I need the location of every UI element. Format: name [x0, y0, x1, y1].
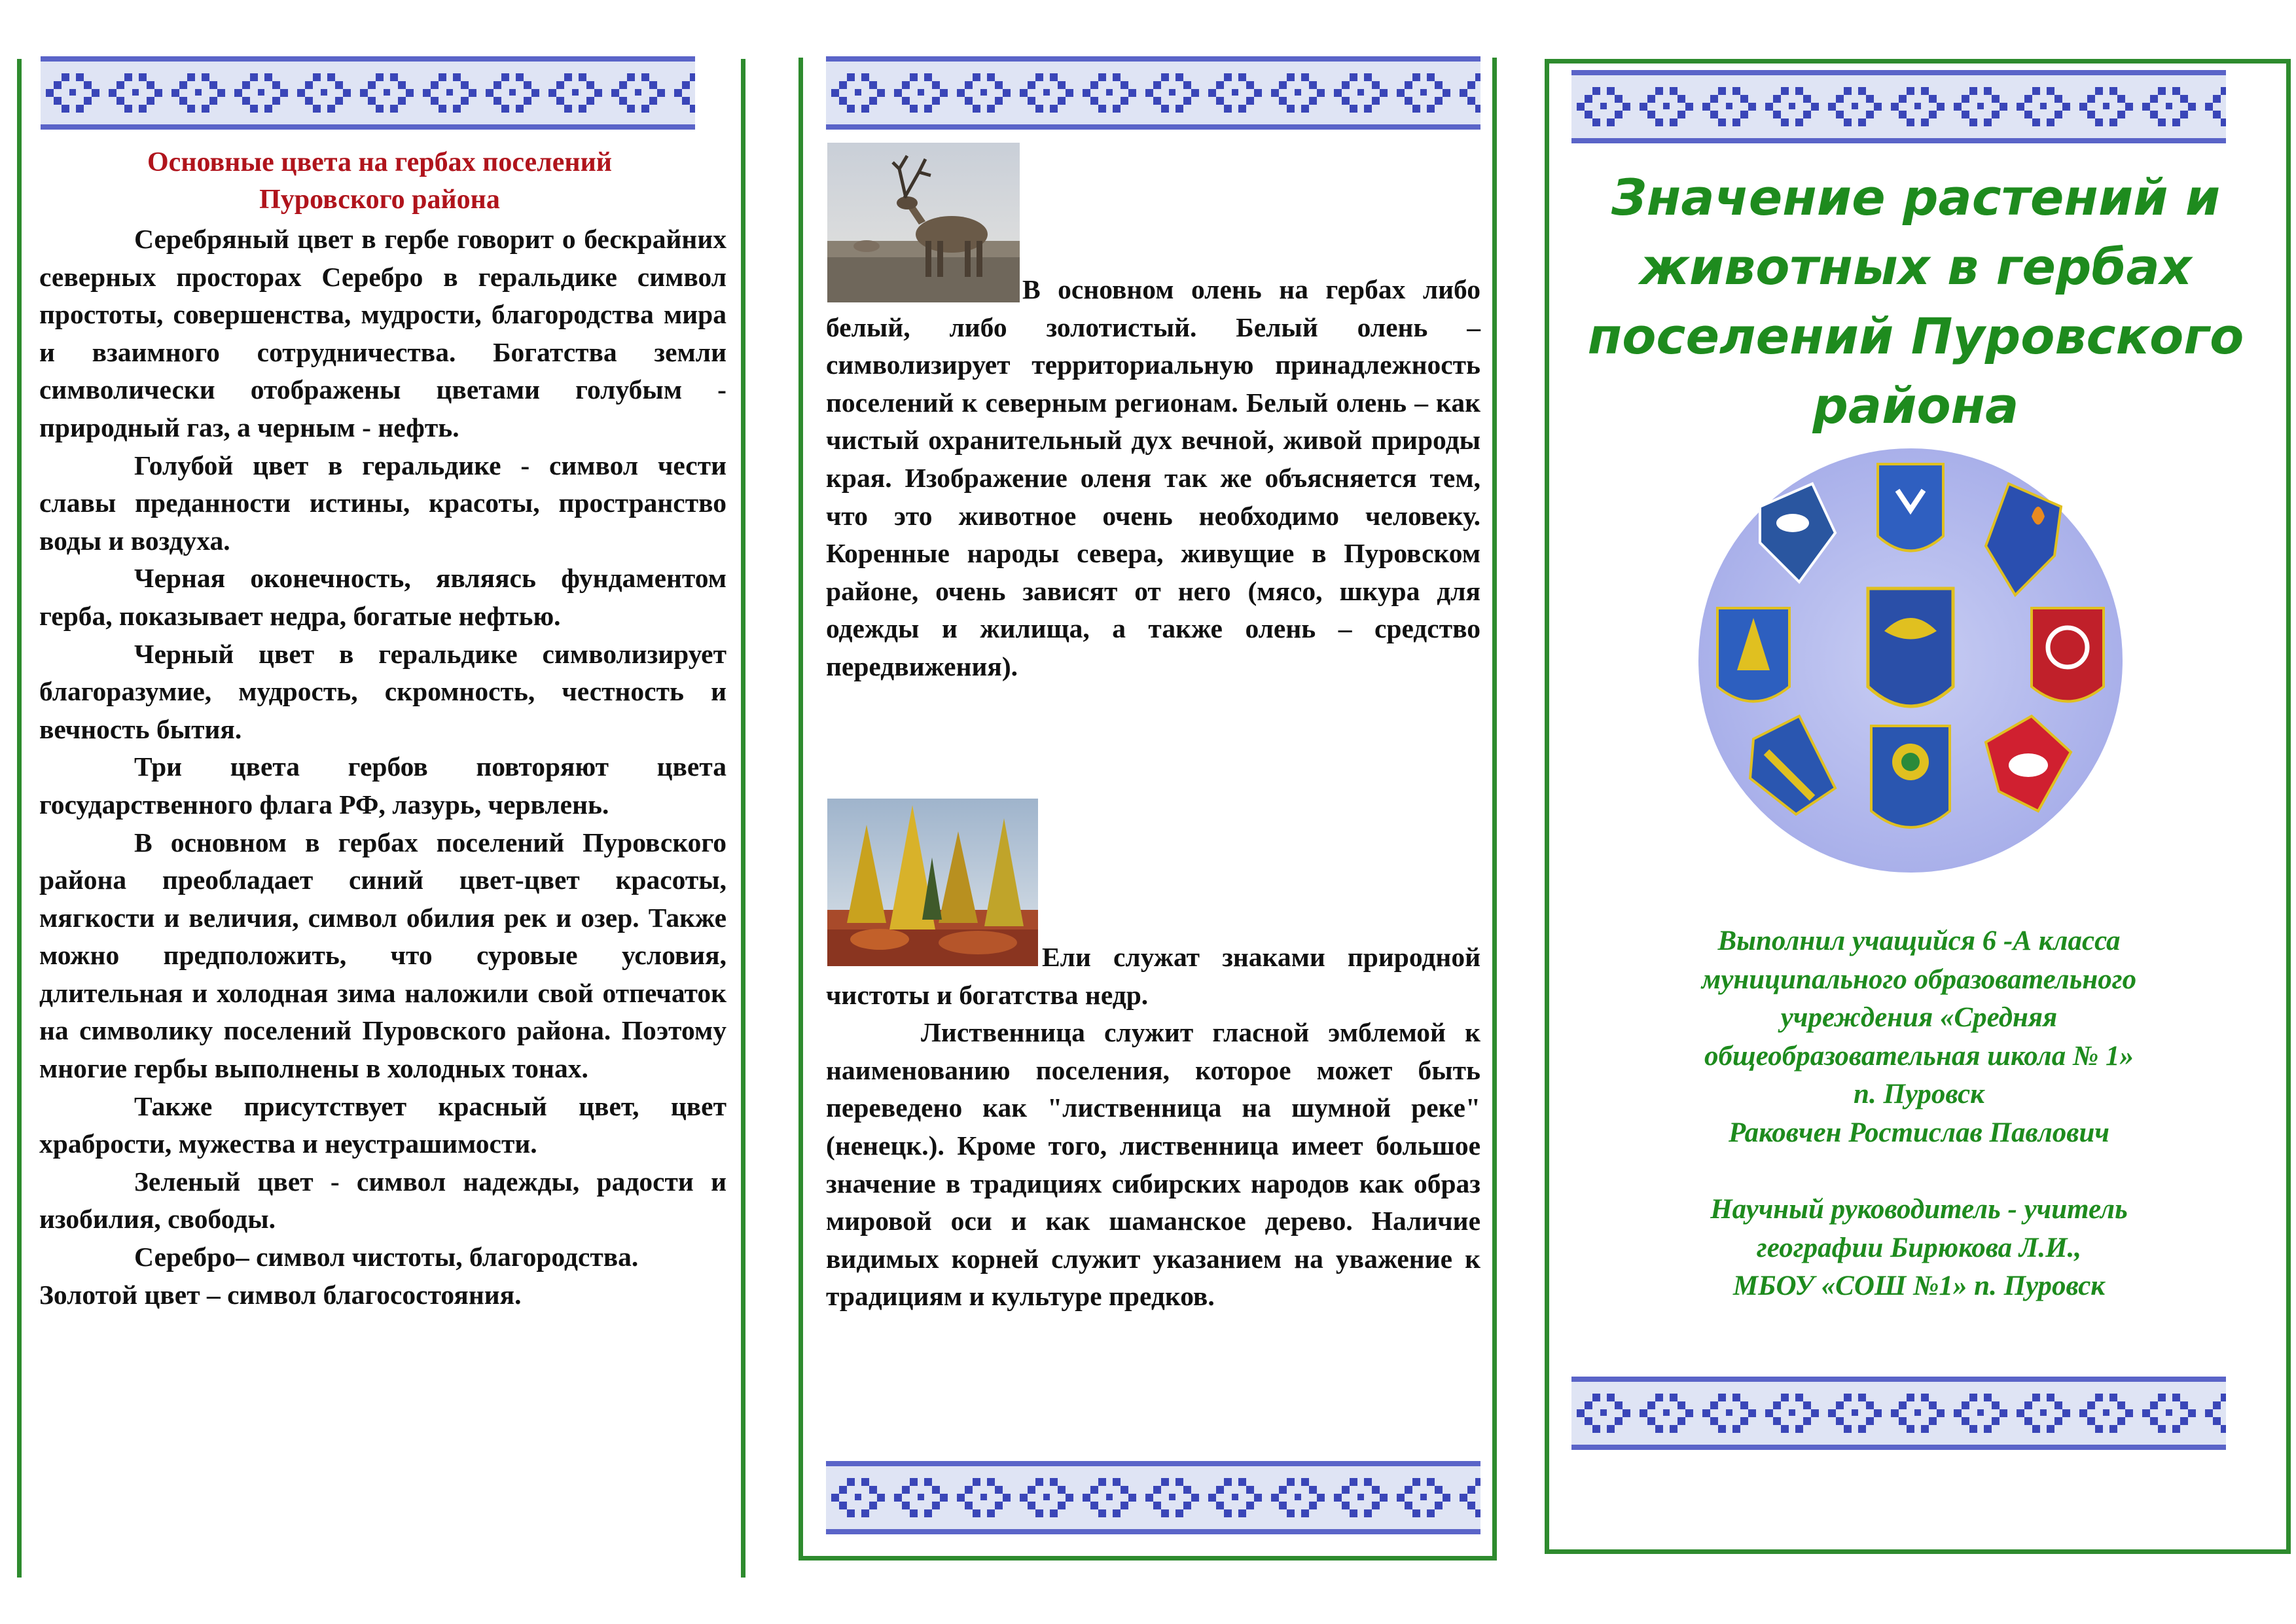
ornament-border [1571, 70, 2226, 143]
left-frame-line-right [741, 59, 745, 1578]
coat-of-arms-collage [1695, 444, 2126, 876]
panel-right [1545, 59, 2291, 1554]
ornament-border [41, 56, 695, 130]
ornament-border [826, 56, 1480, 130]
reindeer-text: В основном олень на гербах либо белый, либо золотистый. Белый олень – символизирует территориальную принадлежность поселений к северным регионам. Белый олень – как чистый охранительный дух вечной, живой природы края. Изображение оленя так же объясняется тем, что это животное очень необходимо человеку. Коренные народы севера, живущие в Пуровском районе, очень зависят от него (мясо, шкура для одежды и жилища, а также олень – средство передвижения). [826, 274, 1480, 681]
panel-left [0, 0, 759, 1624]
author-credits: Выполнил учащийся 6 -А класса муниципального образовательного учреждения «Средняя общеобразовательная школа № 1» п. Пуровск Раковчен Ростислав Павлович [1701, 926, 2137, 1148]
ornament-border-bottom [1571, 1377, 2226, 1450]
brochure-title: Значение растений и животных в гербах поселений Пуровского района [1587, 168, 2244, 435]
section-heading: Основные цвета на гербах поселений Пуровского района [147, 147, 612, 215]
panel-middle [798, 0, 1505, 1624]
supervisor-credits: Научный руководитель - учитель географии Бирюкова Л.И., МБОУ «СОШ №1» п. Пуровск [1710, 1194, 2128, 1301]
middle-frame-bottom [798, 1556, 1497, 1561]
middle-frame-left [798, 58, 803, 1561]
fir-larch-text: Ели служат знаками природной чистоты и богатства недр. Лиственница служит гласной эмблемой к наименованию поселения, которое может быть переведено как "лиственница на шумной реке" (ненецк.). Кроме того, лиственница имеет большое значение в традициях сибирских народов как образ мировой оси и как шаманское дерево. Наличие видимых корней служит указанием на уважение к традициям и культуре предков. [826, 942, 1480, 1312]
colors-text: Серебряный цвет в гербе говорит о бескрайних северных просторах Серебро в геральдике символ простоты, совершенства, мудрости, благородства мира и взаимного сотрудничества. Богатства земли символически отображены цветами голубым - природный газ, а черным - нефть. Голубой цвет в геральдике - символ чести славы преданности истины, красоты, пространство воды и воздуха. Черная оконечность, являясь фундаментом герба, показывает недра, богатые нефтью. Черный цвет в геральдике символизирует благоразумие, мудрость, скромность, честность и вечность бытия. Три цвета гербов повторяют цвета государственного флага РФ, лазурь, червлень. В основном в гербах поселений Пуровского района преобладает синий цвет-цвет красоты, мягкости и величия, символ обилия рек и озер. Также можно предположить, что суровые условия, длительная и холодная зима наложили свой отпечаток на символику поселений Пуровского района. Поэтому многие гербы выполнены в холодных тонах. Также присутствует красный цвет, цвет храбрости, мужества и неустрашимости. Зеленый цвет - символ надежды, радости и изобилия, свободы. Серебро– символ чистоты, благородства. Золотой цвет – символ благосостояния. [39, 224, 726, 1310]
middle-frame-right [1492, 58, 1497, 1561]
ornament-border-bottom [826, 1461, 1480, 1534]
left-frame-line [17, 59, 22, 1578]
